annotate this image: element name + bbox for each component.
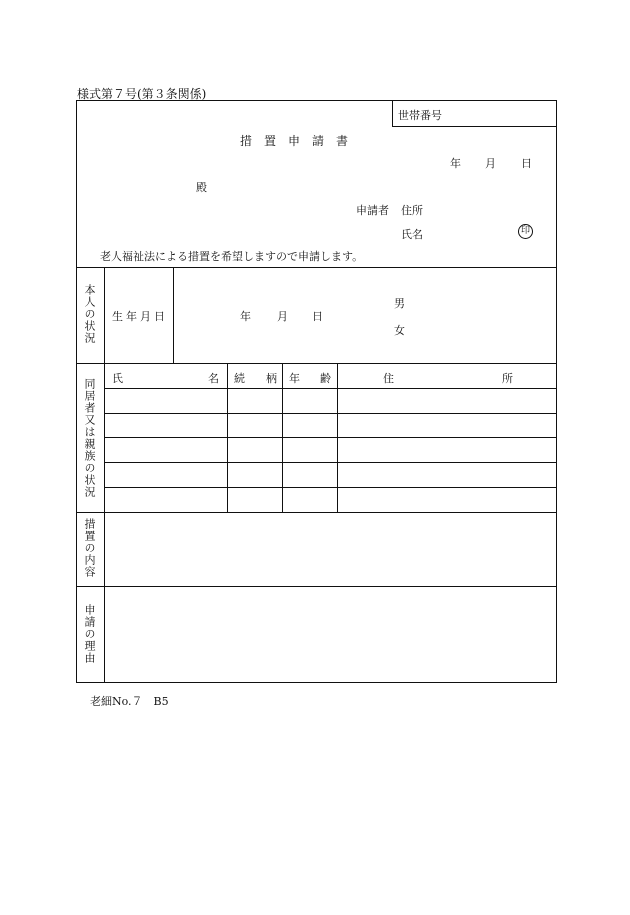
form-title: 措 置 申 請 書 xyxy=(240,134,349,148)
household-no-label: 世帯番号 xyxy=(398,109,442,122)
col-relation-2: 柄 xyxy=(266,372,277,385)
date-month: 月 xyxy=(485,157,496,170)
statement-text: 老人福祉法による措置を希望しますので申請します。 xyxy=(100,250,364,263)
col-address-1: 住 xyxy=(383,372,394,385)
table-row[interactable] xyxy=(104,487,557,488)
col-age-1: 年 xyxy=(289,372,300,385)
cohabitants-section-label: 同居者又は親族の状況 xyxy=(83,378,96,498)
birthdate-label: 生年月日 xyxy=(112,310,168,323)
address-label: 住所 xyxy=(401,204,423,217)
reason-section-label: 申請の理由 xyxy=(83,604,96,664)
applicant-label: 申請者 xyxy=(356,204,389,217)
addressee-suffix: 殿 xyxy=(196,181,207,194)
sex-male-option[interactable]: 男 xyxy=(394,297,405,310)
table-row[interactable] xyxy=(104,462,557,463)
birthdate-column-line xyxy=(173,267,174,363)
birth-month: 月 xyxy=(277,310,288,323)
label-column-line xyxy=(104,267,105,683)
birth-year: 年 xyxy=(240,310,251,323)
divider-line xyxy=(76,363,557,364)
table-row[interactable] xyxy=(104,437,557,438)
col-name-2: 名 xyxy=(208,372,219,385)
person-section-label: 本人の状況 xyxy=(83,284,96,344)
col-relation-1: 続 xyxy=(234,372,245,385)
measure-content-field[interactable] xyxy=(106,514,554,584)
sex-female-option[interactable]: 女 xyxy=(394,324,405,337)
table-row[interactable] xyxy=(104,413,557,414)
col-name-1: 氏 xyxy=(112,372,123,385)
date-day: 日 xyxy=(521,157,532,170)
col-age-2: 齢 xyxy=(320,372,331,385)
divider-line xyxy=(76,512,557,513)
seal-icon: 印 xyxy=(518,224,533,239)
birth-day: 日 xyxy=(312,310,323,323)
reason-content-field[interactable] xyxy=(106,588,554,681)
divider-line xyxy=(76,586,557,587)
col-address-2: 所 xyxy=(502,372,513,385)
date-year: 年 xyxy=(450,157,461,170)
table-row[interactable] xyxy=(104,388,557,389)
measure-section-label: 措置の内容 xyxy=(83,518,96,578)
divider-line xyxy=(76,267,557,268)
name-label: 氏名 xyxy=(401,228,423,241)
form-number: 様式第７号(第３条関係) xyxy=(77,87,207,101)
footer-code: 老細No.７ B5 xyxy=(90,695,169,708)
